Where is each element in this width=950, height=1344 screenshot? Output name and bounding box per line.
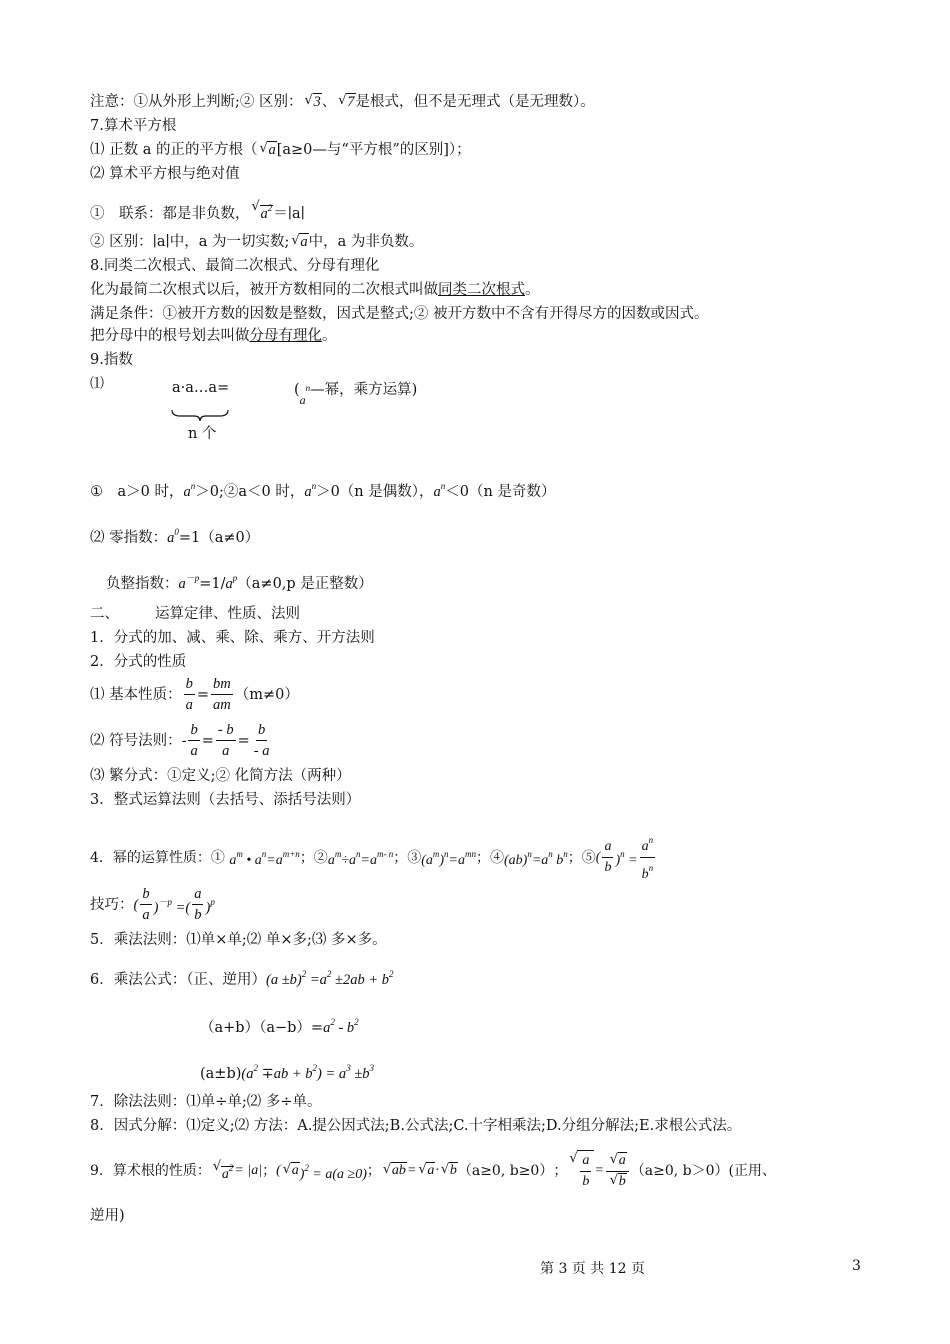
complex-fraction: ⑶ 繁分式：①定义;② 化简方法（两种） (90, 768, 351, 784)
brace (170, 408, 230, 422)
line-difference: ② 区别：∣a∣中，a 为一切实数;√ a中，a 为非负数。 (90, 232, 423, 252)
sqrt-3: √ 3 (305, 92, 322, 112)
sqrt-a-squared: √ $a^2$ (252, 198, 274, 224)
rule-1: 1．分式的加、减、乘、除、乘方、开方法则 (90, 630, 375, 646)
sqrt-ab: √ ab (383, 1161, 407, 1181)
sign-rule: ⑵ 符号法则：- $\frac{b}{a}$ = $\frac{- b}{a}$ = $\frac{b}{- a}$ (90, 722, 270, 759)
rule-6: 6．乘法公式：（正、逆用）$(a \pm b)^2 =a^2 \pm 2ab + b^2$ (90, 969, 394, 988)
sqrt-a-squared: √ $a^2$ (213, 1158, 235, 1185)
line-8-rational: 把分母中的根号划去叫做分母有理化。 (90, 328, 337, 344)
sqrt-b: √ b (441, 1161, 458, 1181)
formula-difference-of-squares: $(a+b)(a-b)=a^2 - b^2$ (200, 1017, 359, 1036)
line-8-def: 化为最简二次根式以后，被开方数相同的二次根式叫做同类二次根式。 (90, 282, 540, 298)
formula-cubes: $(a\pm b)(a^2 \mp ab + b^2) = a^3 \pm b^3$ (200, 1063, 375, 1082)
heading-9: 9.指数 (90, 352, 133, 368)
line-7-2: ⑵ 算术平方根与绝对值 (90, 166, 240, 182)
rule-3: 3．整式运算法则（去括号、添括号法则） (90, 792, 361, 808)
power-sign-rule: ① a＞0 时，$a^n>0;②a<0$ 时，$a^n>0(n$ 是偶数），$a^n<0(n$ 是奇数） (90, 481, 556, 500)
rule-2: 2．分式的性质 (90, 654, 187, 670)
section-2-heading: 二、 运算定律、性质、法则 (90, 606, 300, 622)
sqrt-7: √ 7 (338, 92, 355, 112)
rule-9-continued: 逆用) (90, 1208, 125, 1224)
line-8-cond: 满足条件：①被开方数的因数是整数，因式是整式;② 被开方数中不含有开得尽方的因数或因式。 (90, 306, 709, 322)
rule-9: 9．算术根的性质：√ $a^2= |a|$；(√ a)$^2$ = a(a ≥0)；√ ab=√ a·√ b（a≥0, b≥0）； √ $\frac{a}{b}$ = √ a √ b （a≥0, b＞0）(正用、 (90, 1150, 776, 1192)
heading-8: 8.同类二次根式、最简二次根式、分母有理化 (90, 258, 380, 274)
fraction: √ a √ b (606, 1151, 629, 1192)
page-number: 3 (852, 1258, 861, 1274)
power-expr: a·a…a= (172, 380, 230, 396)
sqrt-a: √ a (291, 232, 308, 252)
fraction: $\frac{a^n}{b^n}$ (640, 830, 656, 885)
fraction: $\frac{b}{a}$ (185, 676, 193, 713)
fraction: $\frac{b}{a}$ (142, 886, 150, 923)
line-7-1: ⑴ 正数 a 的正的平方根（√ a[a≥0—与“平方根”的区别]）； (90, 140, 471, 160)
sqrt-a: √ a (259, 140, 276, 160)
fraction: $\frac{b}{a}$ (190, 722, 198, 759)
item-num: ⑴ (90, 376, 104, 392)
trick: 技巧：( $\frac{b}{a}$ )$^{-p}$ =( $\frac{a}{b}$ )$^p$ (90, 886, 215, 923)
fraction: $\frac{b}{- a}$ (253, 722, 270, 759)
page-footer: 第 3 页 共 12 页 (540, 1261, 645, 1277)
rule-5: 5．乘法法则：⑴单×单;⑵ 单×多;⑶ 多×多。 (90, 932, 387, 948)
power-desc: ($a^n—$幂，乘方运算) (294, 382, 418, 407)
fraction: $\frac{bm}{am}$ (213, 676, 231, 713)
negative-exponent: 负整指数：$a^{-p}=1/a^p(a\ne 0,p$ 是正整数） (106, 573, 373, 592)
sqrt-a: √ a (418, 1161, 435, 1181)
rule-8: 8．因式分解：⑴定义;⑵ 方法：A.提公因式法;B.公式法;C.十字相乘法;D.分组分解法;E.求根公式法。 (90, 1118, 742, 1134)
fraction: $\frac{a}{b}$ (604, 839, 612, 875)
brace-label: n 个 (188, 426, 217, 442)
fraction: $\frac{- b}{a}$ (217, 722, 234, 759)
basic-property: ⑴ 基本性质： $\frac{b}{a}$ = $\frac{bm}{am}$ （m≠0） (90, 676, 299, 713)
power-properties: 4．幂的运算性质：① $a^m$ • $a^n=a^{m+n}$；$②a^m\div a^n=a^{m- n}$；$③(a^m)^n=a^{mn}$；$④(ab)^n=a^n$ $b^n$；⑤( $\frac{a}{b}$ )$^n$ = $\frac{a^n}{b^n}$ (90, 830, 657, 885)
sqrt-a: √ a (283, 1161, 300, 1181)
fraction: $\frac{a}{b}$ (194, 886, 202, 923)
note-line: 注意：①从外形上判断;② 区别：√ 3、√ 7是根式，但不是无理式（是无理数）。 (90, 92, 595, 112)
sqrt-fraction: √ $\frac{a}{b}$ (569, 1150, 594, 1192)
zero-exponent: ⑵ 零指数：$a^0=1(a\ne 0)$ (90, 527, 260, 546)
heading-7: 7.算术平方根 (90, 118, 177, 134)
line-relation: ① 联系：都是非负数，√ $a^2=∣a∣$ (90, 198, 305, 224)
rule-7: 7．除法法则：⑴单÷单;⑵ 多÷单。 (90, 1094, 322, 1110)
